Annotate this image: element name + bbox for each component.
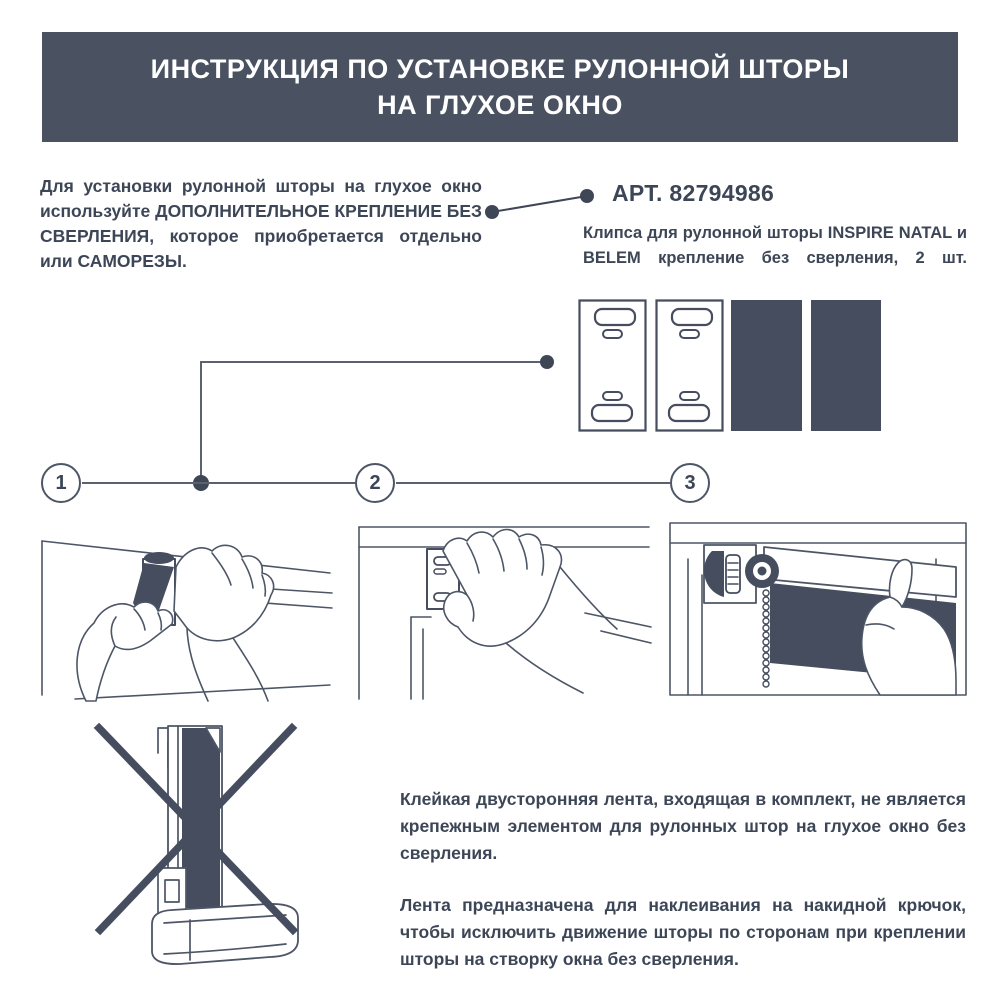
step-3-badge xyxy=(670,463,710,503)
connector-dot-icon xyxy=(193,475,209,491)
header-banner xyxy=(42,32,958,142)
product-description: Клипса для рулонной шторы INSPIRE NATAL и BELEM крепление без сверления, 2 шт. xyxy=(583,224,967,267)
step-1-badge xyxy=(41,463,81,503)
no-tape-illustration xyxy=(72,708,310,974)
step-2-number: 2 xyxy=(369,471,381,494)
clip-dark-1-image xyxy=(731,300,802,431)
page-title-line2: НА ГЛУХОЕ ОКНО xyxy=(377,90,623,120)
clip-white-2-image xyxy=(655,299,724,432)
intro-paragraph: Для установки рулонной шторы на глухое окно используйте ДОПОЛНИТЕЛЬНОЕ КРЕПЛЕНИЕ БЕЗ СВЕРЛЕНИЯ, которое приобретается отдельно или САМОРЕЗЫ. xyxy=(40,176,482,271)
step3-illustration xyxy=(666,513,970,703)
connector-dot-icon xyxy=(540,355,554,369)
step-3-number: 3 xyxy=(684,471,696,494)
article-number: АРТ. 82794986 xyxy=(612,180,775,206)
step2-illustration xyxy=(353,513,653,703)
step1-illustration xyxy=(30,513,337,703)
page-title-line1: ИНСТРУКЦИЯ ПО УСТАНОВКЕ РУЛОННОЙ ШТОРЫ xyxy=(150,54,850,84)
warning-paragraph-2: Лента предназначена для наклеивания на накидной крючок, чтобы исключить движение шторы по сторонам при креплении шторы на створку окна без сверления. xyxy=(400,895,966,969)
clip-dark-2-image xyxy=(811,300,881,431)
warning-paragraph-1: Клейкая двусторонняя лента, входящая в комплект, не является крепежным элементом для рулонных штор на глухое окно без сверления. xyxy=(400,789,966,863)
connector-dot-icon xyxy=(485,205,499,219)
step-1-number: 1 xyxy=(55,471,67,494)
step-2-badge xyxy=(355,463,395,503)
clip-white-1-image xyxy=(578,299,647,432)
connector-dot-icon xyxy=(580,189,594,203)
